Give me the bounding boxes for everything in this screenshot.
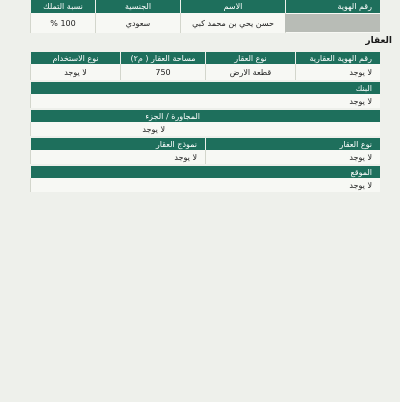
model-type-value: لا يوجد [205,150,380,164]
location-header-row [30,166,380,178]
property-area-header: مساحة العقار ( م٢) [120,52,205,64]
property-type-header: نوع العقار [205,52,295,64]
neighbor-value: لا يوجد [30,122,380,136]
location-header: الموقع [30,166,380,178]
redacted-id-block [285,14,380,32]
owner-nationality-value: سعودي [95,13,180,33]
owner-share-value: 100 % [30,13,95,33]
owner-nationality-header: الجنسية [95,0,180,13]
property-type-value: قطعة الارض [205,64,295,80]
property-area-value: 750 [120,64,205,80]
owner-name-value: حسن يحي بن محمد كبي [180,13,285,33]
location-value-row [30,178,380,192]
bank-value-row [30,94,380,108]
model-header-row [30,138,380,150]
owner-id-header: رقم الهوية [285,0,380,13]
model-header: نموذج العقار [30,138,205,150]
owner-header-row [30,0,380,13]
property-id-header: رقم الهوية العقارية [295,52,380,64]
model-value: لا يوجد [30,150,205,164]
neighbor-header: المجاورة / الجزء [30,110,380,122]
bank-header-row [30,82,380,94]
property-usage-header: نوع الاستخدام [30,52,120,64]
section-title: العقار [365,36,392,46]
owner-name-header: الاسم [180,0,285,13]
location-value: لا يوجد [30,178,380,192]
bank-header: البنك [30,82,380,94]
model-value-row [30,150,380,164]
property-id-value: لا يوجد [295,64,380,80]
owner-share-header: نسبة التملك [30,0,95,13]
neighbor-value-row [30,122,380,136]
neighbor-header-row [30,110,380,122]
model-type-header: نوع العقار [205,138,380,150]
property-header-row [30,52,380,64]
property-usage-value: لا يوجد [30,64,120,80]
property-value-row [30,64,380,80]
bank-value: لا يوجد [30,94,380,108]
